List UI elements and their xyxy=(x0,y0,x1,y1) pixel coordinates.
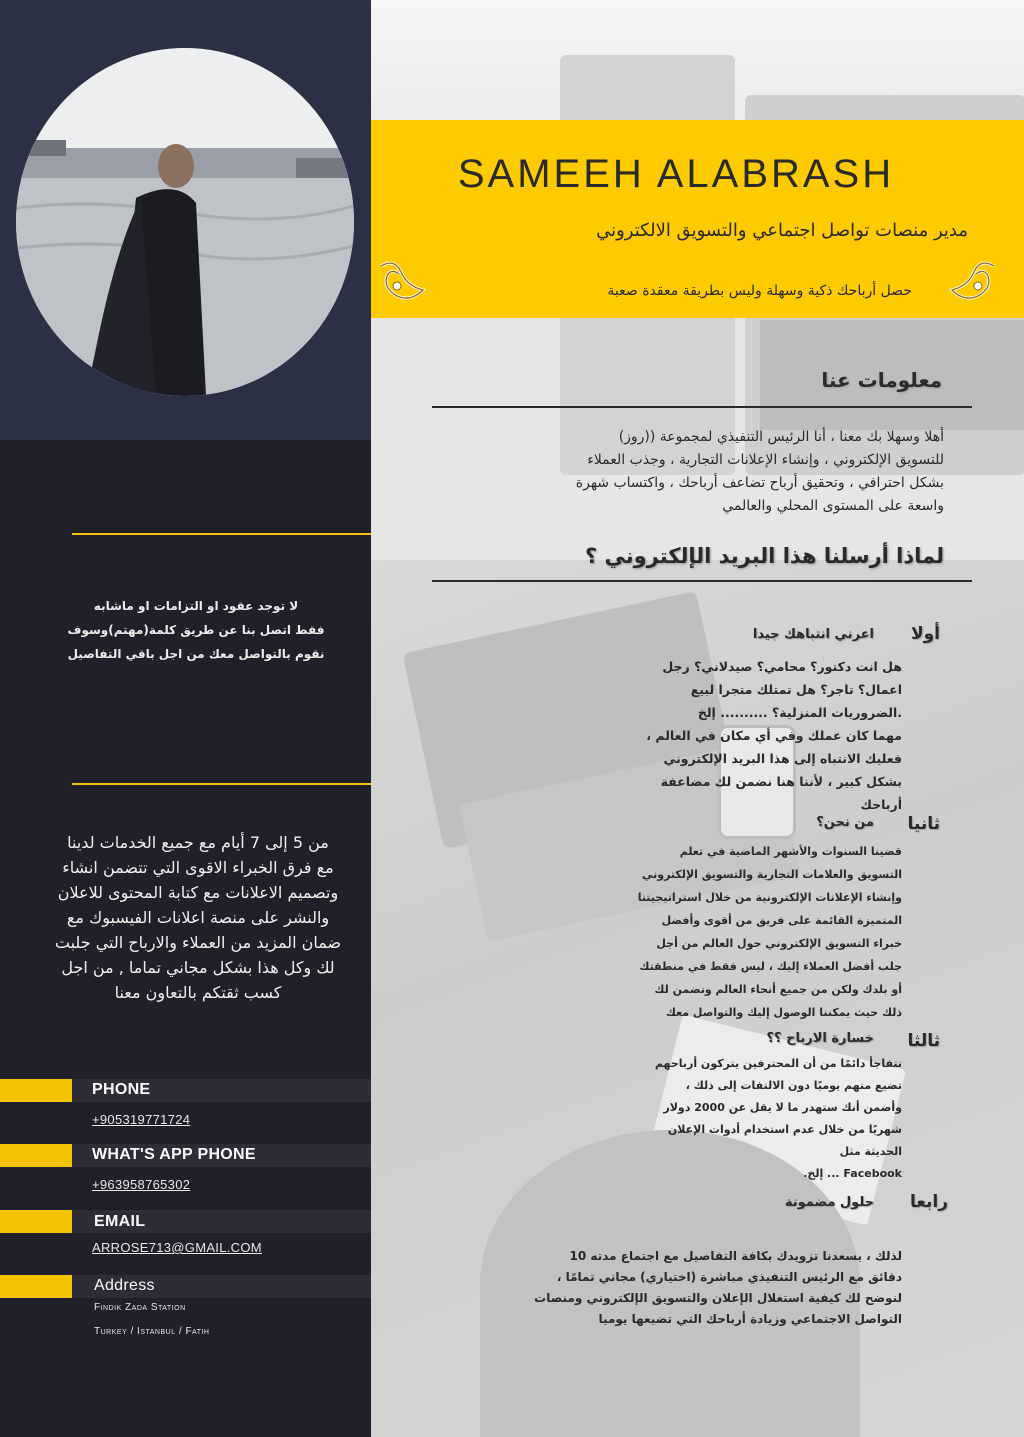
closing-text xyxy=(302,1246,902,1330)
section-line: هل انت دكتور؟ محامي؟ صيدلاني؟ رجل xyxy=(662,659,902,674)
section-line: اعمال؟ تاجر؟ هل تمتلك متجرا لبيع xyxy=(690,682,902,697)
section-number: ثالثا xyxy=(907,1031,940,1051)
section-line: التسويق والعلامات التجارية والتسويق الإلكتروني xyxy=(641,868,902,881)
about-line: بشكل احترافي ، وتحقيق أرباح تضاعف أرباحك ، واكتساب شهرة xyxy=(575,475,944,491)
section-line: قضينا السنوات والأشهر الماضية في تعلم xyxy=(679,845,902,858)
section-line: وأضمن أنك ستهدر ما لا يقل عن 2000 دولار xyxy=(663,1101,902,1114)
section-line: فعليك الانتباه إلى هذا البريد الإلكتروني xyxy=(663,751,902,766)
section-line: .الضروريات المنزلية؟ .......... إلخ xyxy=(697,705,902,720)
section-line: تضيع منهم يوميًا دون الالتفات إلى ذلك ، xyxy=(685,1079,902,1092)
section-body xyxy=(655,1053,902,1185)
section-title: حلول مضمونة xyxy=(784,1195,874,1210)
offers-line: من 5 إلى 7 أيام مع جميع الخدمات لدينا xyxy=(67,833,329,852)
email-link[interactable]: ARROSE713@GMAIL.COM xyxy=(92,1240,262,1255)
section-line: الحديثة مثل xyxy=(839,1145,902,1158)
about-text xyxy=(430,426,944,518)
section-line: بشكل كبير ، لأننا هنا نضمن لك مضاعفة xyxy=(660,774,902,789)
section-number: ثانيا xyxy=(907,814,940,834)
person-name: SAMEEH ALABRASH xyxy=(457,152,895,196)
section-line: شهريًا من خلال عدم استخدام أدوات الإعلان xyxy=(667,1123,902,1136)
offers-line: لك وكل هذا بشكل مجاني تماما , من اجل xyxy=(61,958,335,977)
closing-line: دقائق مع الرئيس التنفيذي مباشرة (اختياري) مجاني تمامًا ، xyxy=(556,1270,902,1284)
section-number: أولا xyxy=(910,624,940,644)
ornament-icon xyxy=(377,256,427,306)
whatsapp-accent-bar xyxy=(0,1144,72,1167)
job-title: مدير منصات تواصل اجتماعي والتسويق الالكتروني xyxy=(596,220,968,241)
address-line-1: Findik Zada Station xyxy=(94,1302,186,1313)
section-number: رابعا xyxy=(910,1192,948,1212)
about-line: للتسويق الإلكتروني ، وإنشاء الإعلانات التجارية ، وجذب العملاء xyxy=(587,452,944,468)
notes-text xyxy=(30,594,362,666)
section-body xyxy=(646,655,902,816)
section-title: خسارة الارباح ؟؟ xyxy=(766,1031,874,1046)
address-label: Address xyxy=(94,1277,155,1294)
why-divider xyxy=(432,580,972,582)
whatsapp-label: WHAT'S APP PHONE xyxy=(92,1146,256,1163)
section-line: نتفاجأ دائمًا من أن المحترفين يتركون أرباحهم xyxy=(654,1057,902,1070)
about-heading: معلومات عنا xyxy=(821,368,942,392)
section-line: خبراء التسويق الإلكتروني حول العالم من أجل xyxy=(656,937,902,950)
closing-line: لذلك ، يسعدنا تزويدك بكافة التفاصيل مع اجتماع مدته 10 xyxy=(569,1249,902,1263)
offers-line: وتصميم الاعلانات مع كتابة المحتوى للاعلان xyxy=(57,883,339,902)
offers-line: ضمان المزيد من العملاء والارباح التي جلبت xyxy=(54,933,342,952)
notes-line: نقوم بالتواصل معك من اجل باقي التفاصيل xyxy=(67,647,325,661)
notes-line: فقط اتصل بنا عن طريق كلمة(مهتم)وسوف xyxy=(67,623,325,637)
section-line: المتميزة القائمة على فريق من أقوى وأفضل xyxy=(661,914,902,927)
why-heading: لماذا أرسلنا هذا البريد الإلكتروني ؟ xyxy=(584,544,944,568)
about-divider xyxy=(432,406,972,408)
section-title: من نحن؟ xyxy=(816,815,874,830)
offers-line: كسب ثقتكم بالتعاون معنا xyxy=(114,983,282,1002)
offers-line: مع فرق الخبراء الاقوى التي تتضمن انشاء xyxy=(62,858,334,877)
phone-accent-bar xyxy=(0,1079,72,1102)
closing-line: التواصل الاجتماعي وزيادة أرباحك التي تضيعها يوميا xyxy=(598,1312,902,1326)
section-line: أو بلدك ولكن من جميع أنحاء العالم ونضمن لك xyxy=(654,983,902,996)
notes-line: لا توجد عقود او التزامات او ماشابه xyxy=(93,599,299,613)
notes-divider xyxy=(72,533,371,535)
email-accent-bar xyxy=(0,1210,72,1233)
section-body xyxy=(638,840,902,1024)
email-label: EMAIL xyxy=(94,1213,146,1230)
section-line: وإنشاء الإعلانات الإلكترونية من خلال استراتيجيتنا xyxy=(637,891,902,904)
section-line: أرباحك xyxy=(860,797,902,812)
offers-line: والنشر على منصة اعلانات الفيسبوك مع xyxy=(66,908,330,927)
section-title: اعرني انتباهك جيدا xyxy=(752,627,874,642)
section-line: Facebook ... إلخ. xyxy=(803,1167,902,1180)
offers-text xyxy=(30,830,366,1005)
section-line: جلب أفضل العملاء إليك ، ليس فقط في منطقتك xyxy=(639,960,902,973)
profile-photo xyxy=(16,48,354,396)
offers-divider xyxy=(72,783,371,785)
address-line-2: Turkey / Istanbul / Fatih xyxy=(94,1326,210,1337)
whatsapp-link[interactable]: +963958765302 xyxy=(92,1177,191,1192)
address-accent-bar xyxy=(0,1275,72,1298)
about-line: واسعة على المستوى المحلي والعالمي xyxy=(722,498,944,514)
section-line: ذلك حيث يمكننا الوصول إليك والتواصل معك xyxy=(665,1006,902,1019)
about-line: أهلا وسهلا بك معنا ، أنا الرئيس التنفيذي لمجموعة ((روز) xyxy=(618,429,944,445)
phone-label: PHONE xyxy=(92,1081,151,1098)
ornament-icon xyxy=(948,256,998,306)
section-line: مهما كان عملك وفي أي مكان في العالم ، xyxy=(646,728,902,743)
tagline: حصل أرباحك ذكية وسهلة وليس بطريقة معقدة صعبة xyxy=(607,283,912,299)
closing-line: لنوضح لك كيفية استغلال الإعلان والتسويق الإلكتروني ومنصات xyxy=(534,1291,902,1305)
phone-link[interactable]: +905319771724 xyxy=(92,1112,191,1127)
